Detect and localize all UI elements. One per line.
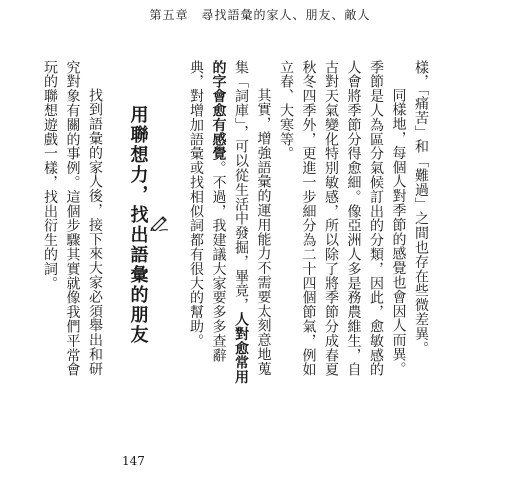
paragraph-continuation: 樣，「痛苦」和「難過」之間也存在些微差異。 bbox=[413, 60, 429, 356]
paragraph-vocabulary bbox=[185, 60, 275, 390]
pencil-icon bbox=[149, 213, 169, 231]
body-text bbox=[39, 60, 433, 390]
section-title: 用聯想力，找出語彙的朋友 bbox=[127, 105, 149, 345]
paragraph-seasons: 同樣地，每個人對季節的感覺也會因人而異。季節是人為區分氣候訂出的分類，因此，愈敏感的人會將季節分得愈細。像亞洲人多是務農維生，自古對天氣變化特別敏感，所以除了將季節分成春夏秋冬四季外，更進一步細分為二十四個節氣，例如立春、大寒等。 bbox=[278, 60, 407, 377]
paragraph-text: 其實，增強語彙的運用能力不需要太刻意地蒐集「詞庫」，可以從生活中發掘，畢竟， bbox=[233, 60, 272, 376]
emphasis-text: 人對愈常用的字會愈有感覺 bbox=[210, 60, 249, 385]
paragraph-association: 找到語彙的家人後，接下來大家必須舉出和研究對象有關的事例。這個步驟其實就像我們平常會玩的聯想遊戲一樣，找出衍生的詞。 bbox=[42, 60, 103, 377]
section-heading bbox=[126, 60, 169, 390]
running-header: 第五章 尋找語彙的家人、朋友、敵人 bbox=[149, 8, 371, 22]
page-number: 147 bbox=[122, 454, 145, 468]
paragraph-text: 。不過，我建議大家要多多查辭典，對增加語彙或找相似詞都有很大的幫助。 bbox=[188, 60, 227, 363]
